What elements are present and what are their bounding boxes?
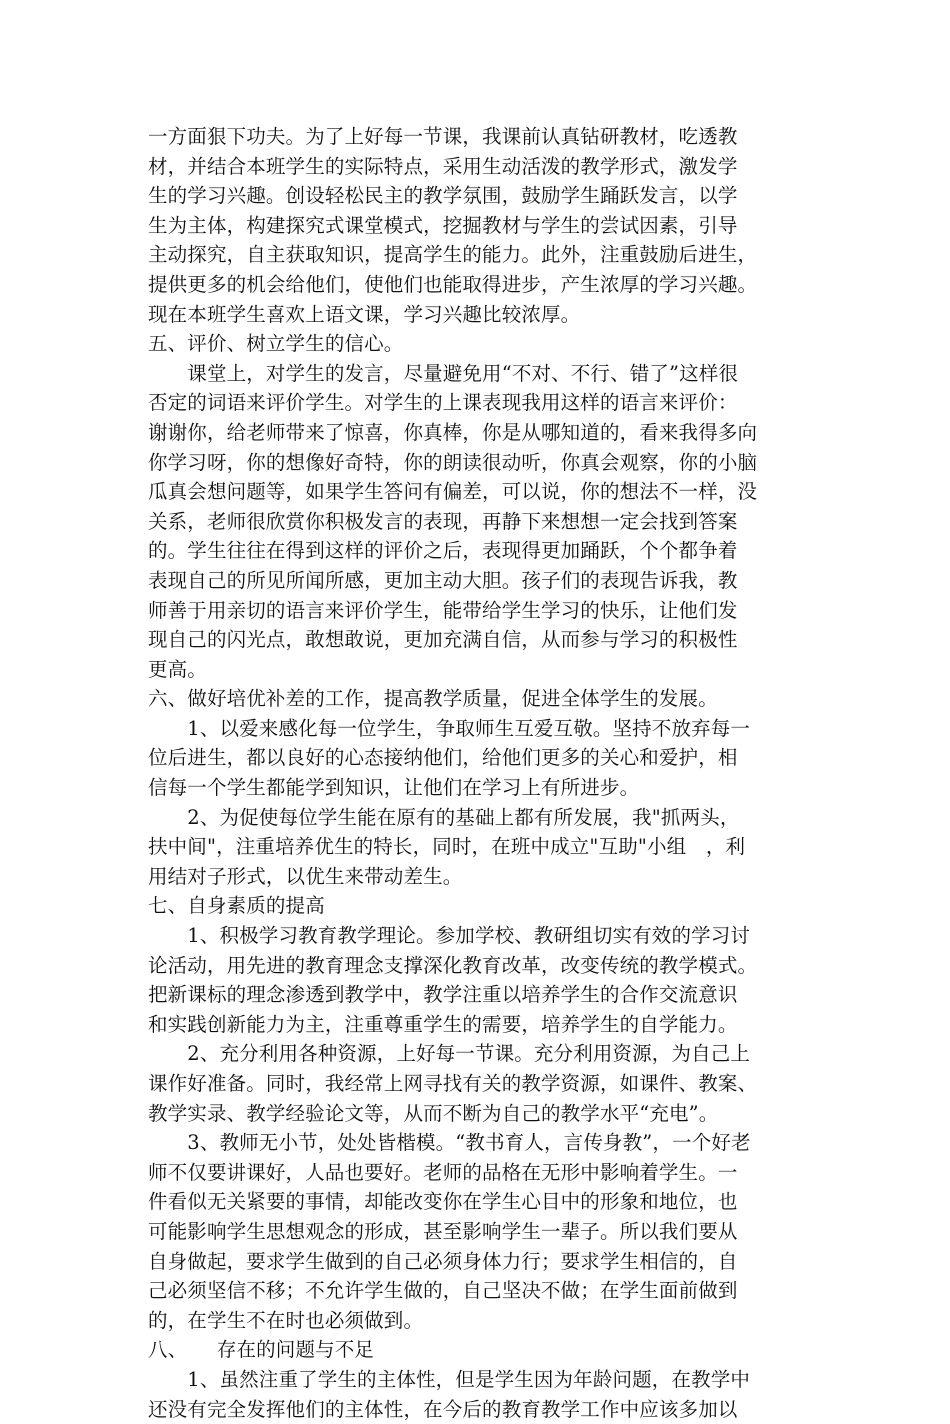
- text-line: 3、教师无小节，处处皆楷模。“教书育人，言传身教”，一个好老: [148, 1131, 751, 1155]
- text-line: 关系，老师很欣赏你积极发言的表现，再静下来想想一定会找到答案: [148, 509, 738, 533]
- text-line: 论活动，用先进的教育理念支撑深化教育改革，改变传统的教学模式。: [148, 953, 758, 977]
- text-line: 表现自己的所见所闻所感，更加主动大胆。孩子们的表现告诉我，教: [148, 568, 738, 592]
- text-line: 可能影响学生思想观念的形成，甚至影响学生一辈子。所以我们要从: [148, 1219, 738, 1243]
- text-line: 件看似无关紧要的事情，却能改变你在学生心目中的形象和地位，也: [148, 1190, 738, 1214]
- document-page: [148, 122, 828, 1424]
- section-heading: 六、做好培优补差的工作，提高教学质量，促进全体学生的发展。: [148, 687, 718, 711]
- text-line: 用结对子形式，以优生来带动差生。: [148, 864, 463, 888]
- text-line: 位后进生，都以良好的心态接纳他们，给他们更多的关心和爱护，相: [148, 746, 738, 770]
- text-line: 2、为促使每位学生能在原有的基础上都有所发展，我"抓两头，: [148, 805, 740, 829]
- text-line: 一方面狠下功夫。为了上好每一节课，我课前认真钻研教材，吃透教: [148, 125, 738, 148]
- text-line: 己必须坚信不移；不允许学生做的，自己坚决不做；在学生面前做到: [148, 1279, 738, 1303]
- text-line: 和实践创新能力为主，注重尊重学生的需要，培养学生的自学能力。: [148, 1012, 738, 1036]
- text-line: 课堂上，对学生的发言，尽量避免用“不对、不行、错了”这样很: [148, 361, 739, 385]
- text-line: 材，并结合本班学生的实际特点，采用生动活泼的教学形式，激发学: [148, 154, 738, 178]
- text-line: 你学习呀，你的想像好奇特，你的朗读很动听，你真会观察，你的小脑: [148, 450, 758, 474]
- text-line: 2、充分利用各种资源，上好每一节课。充分利用资源，为自己上: [148, 1042, 751, 1066]
- text-line: 课作好准备。同时，我经常上网寻找有关的教学资源，如课件、教案、: [148, 1072, 758, 1095]
- text-line: 瓜真会想问题等，如果学生答问有偏差，可以说，你的想法不一样，没: [148, 480, 758, 504]
- text-line: 现在本班学生喜欢上语文课，学习兴趣比较浓厚。: [148, 302, 581, 326]
- text-line: 生为主体，构建探究式课堂模式，挖掘教材与学生的尝试因素，引导: [148, 213, 738, 237]
- text-line: 主动探究，自主获取知识，提高学生的能力。此外，注重鼓励后进生，: [148, 243, 758, 267]
- text-line: 生的学习兴趣。创设轻松民主的教学氛围，鼓励学生踊跃发言，以学: [148, 184, 738, 208]
- text-line: 师不仅要讲课好，人品也要好。老师的品格在无形中影响着学生。一: [148, 1160, 738, 1184]
- text-line: 教学实录、教学经验论文等，从而不断为自己的教学水平“充电”。: [148, 1101, 719, 1125]
- text-line: 还没有完全发挥他们的主体性，在今后的教育教学工作中应该多加以: [148, 1397, 738, 1421]
- text-line: 更高。: [148, 657, 207, 681]
- text-line: 的，在学生不在时也必须做到。: [148, 1308, 424, 1332]
- section-heading: 五、评价、树立学生的信心。: [148, 332, 404, 356]
- text-line: 把新课标的理念渗透到教学中，教学注重以培养学生的合作交流意识: [148, 983, 738, 1007]
- text-line: 扶中间"，注重培养优生的特长，同时，在班中成立"互助"小组 ，利: [148, 835, 746, 859]
- section-heading: 七、自身素质的提高: [148, 894, 325, 918]
- text-line: 的。学生往往在得到这样的评价之后，表现得更加踊跃，个个都争着: [148, 539, 738, 563]
- text-line: 谢谢你，给老师带来了惊喜，你真棒，你是从哪知道的，看来我得多向: [148, 420, 758, 444]
- text-line: 1、积极学习教育教学理论。参加学校、教研组切实有效的学习讨: [148, 924, 751, 948]
- text-line: 否定的词语来评价学生。对学生的上课表现我用这样的语言来评价：: [148, 391, 738, 415]
- text-line: 现自己的闪光点，敢想敢说，更加充满自信，从而参与学习的积极性: [148, 628, 738, 652]
- section-heading: 八、 存在的问题与不足: [148, 1338, 375, 1362]
- text-line: 1、以爱来感化每一位学生，争取师生互爱互敬。坚持不放弃每一: [148, 716, 751, 740]
- text-line: 提供更多的机会给他们，使他们也能取得进步，产生浓厚的学习兴趣。: [148, 272, 758, 296]
- text-line: 信每一个学生都能学到知识，让他们在学习上有所进步。: [148, 776, 640, 800]
- text-line: 师善于用亲切的语言来评价学生，能带给学生学习的快乐，让他们发: [148, 598, 738, 622]
- text-line: 1、虽然注重了学生的主体性，但是学生因为年龄问题，在教学中: [148, 1367, 751, 1391]
- text-line: 自身做起，要求学生做到的自己必须身体力行；要求学生相信的，自: [148, 1249, 738, 1273]
